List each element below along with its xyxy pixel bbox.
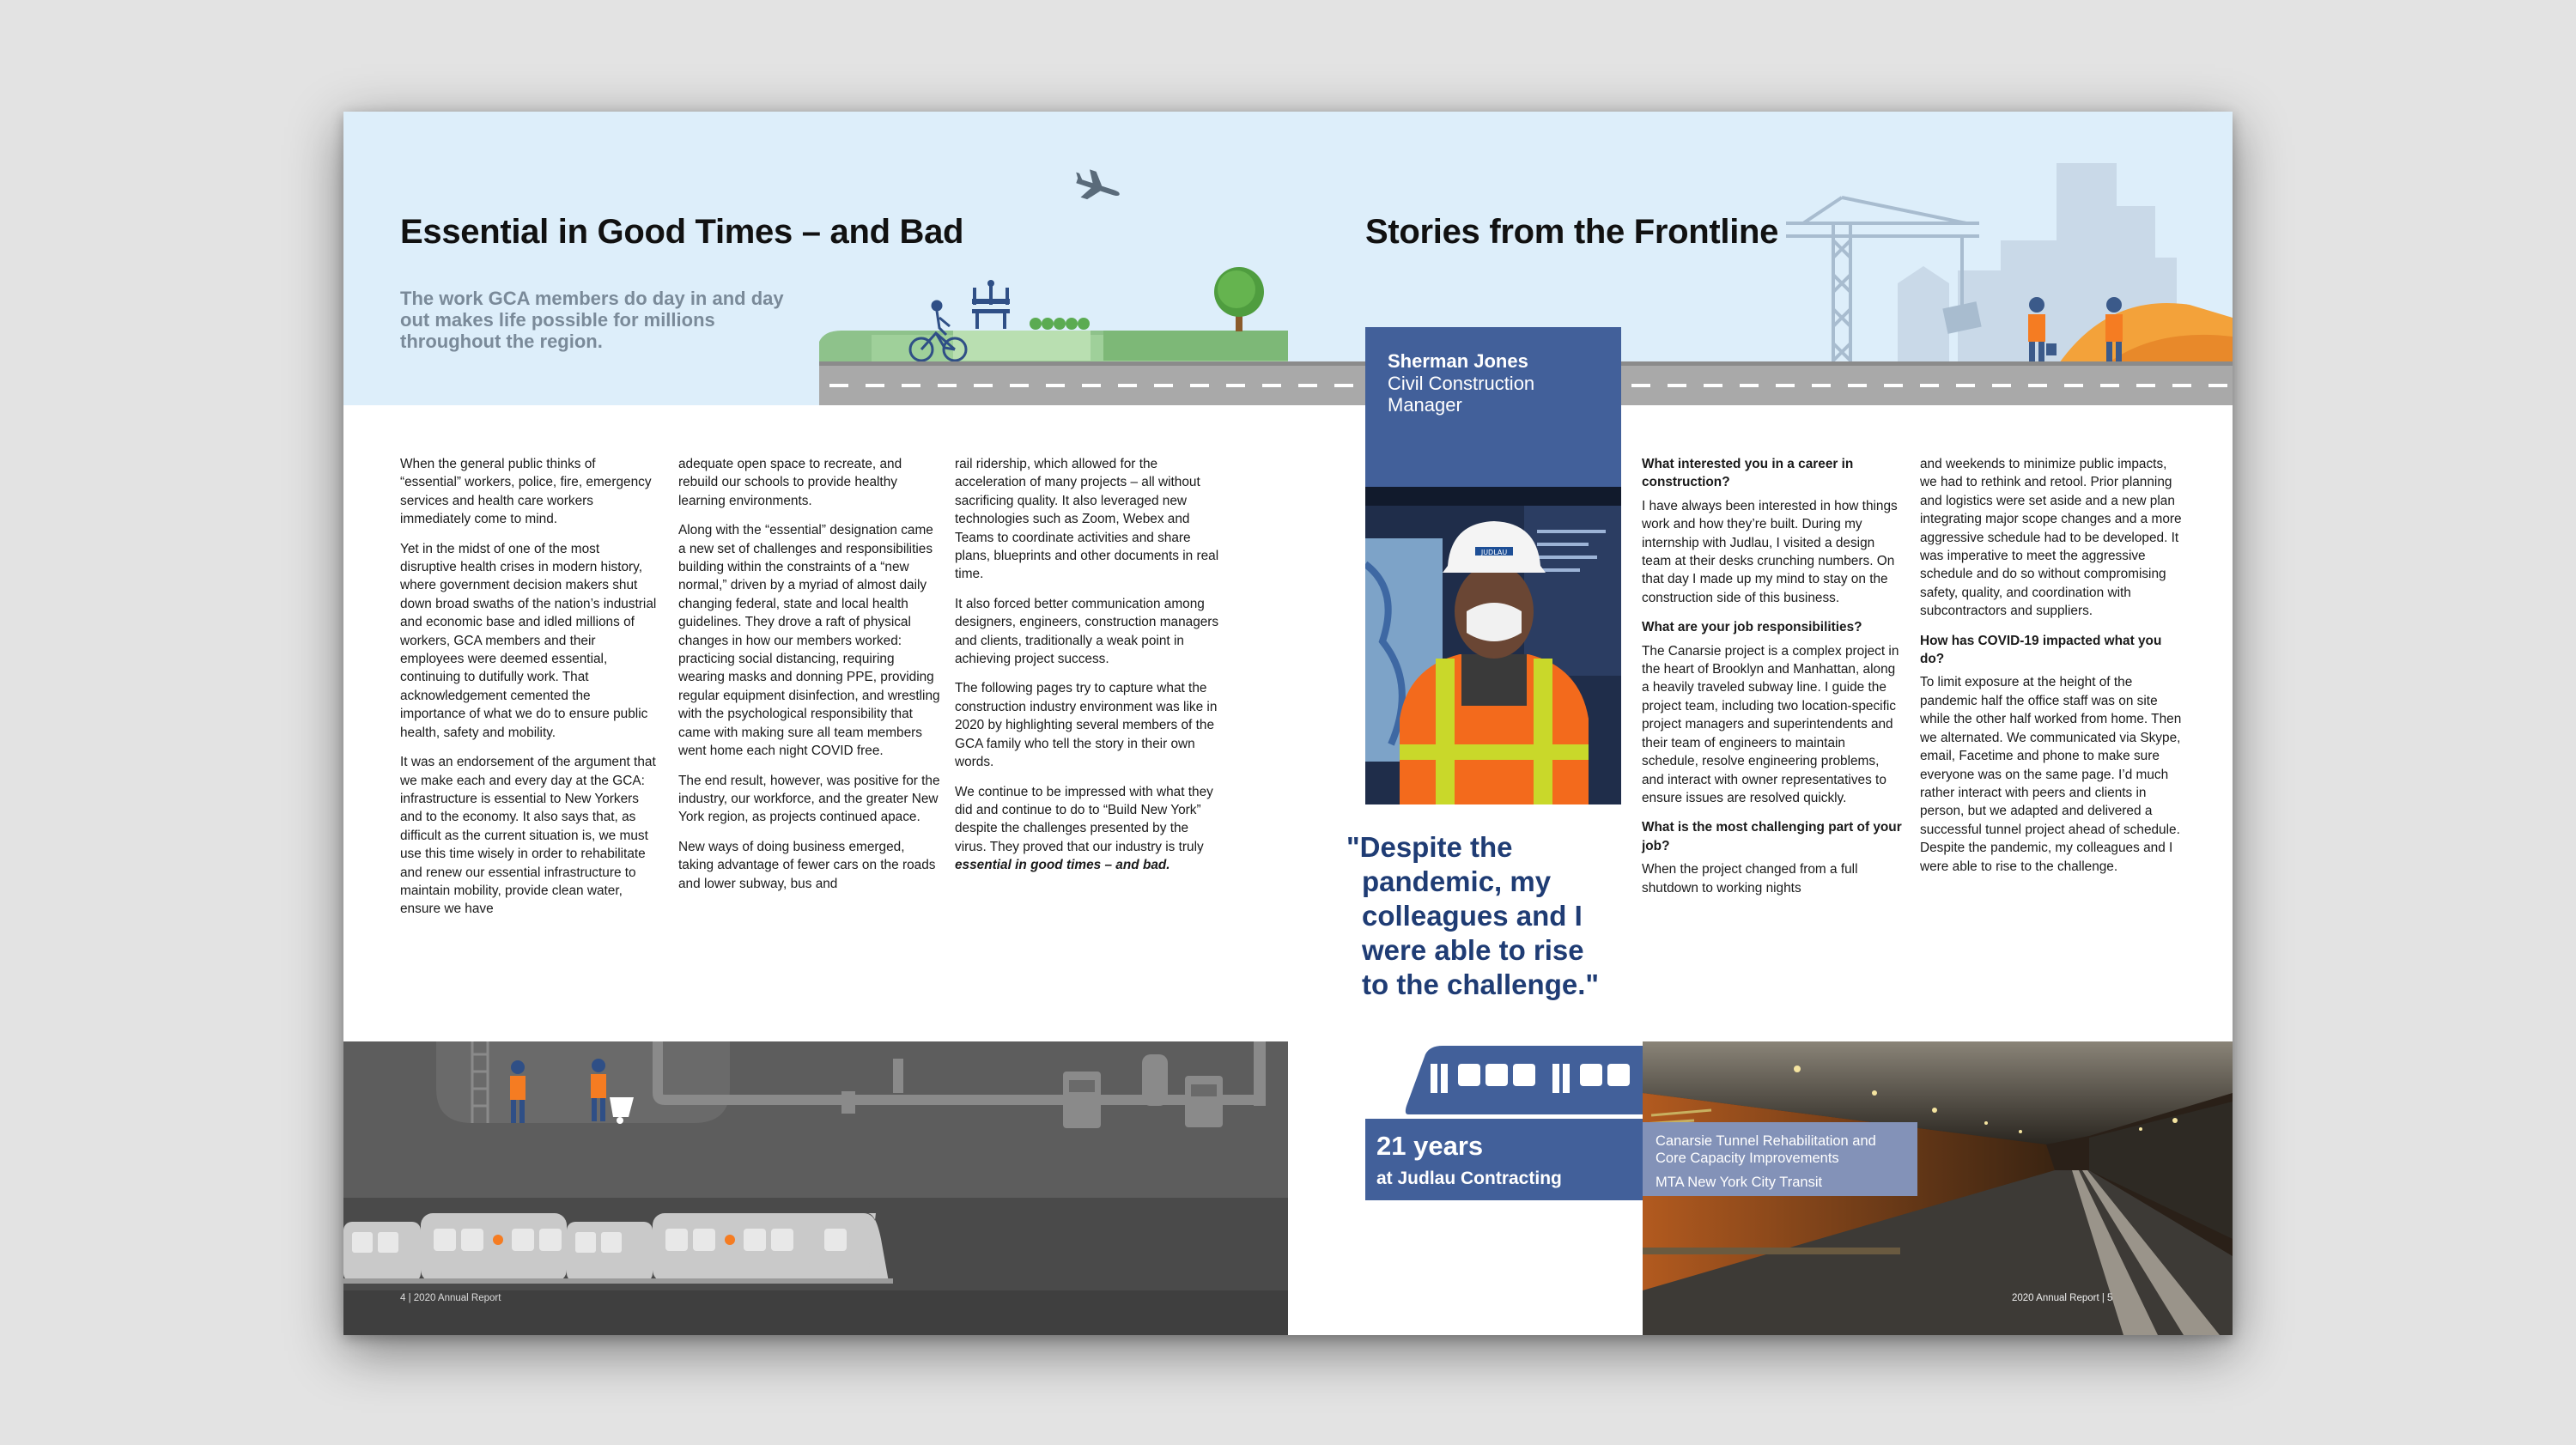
quote-line: colleagues and I (1362, 900, 1583, 932)
interview-answer: and weekends to minimize public impacts, we had to rethink and retool. Prior planning and logistics were set aside and a new plan integrating major scope changes and a more aggressive schedule had to be developed. It was imperative to meet the aggressive schedule and do so without compromising safety, quality, and coordination with subcontractors and suppliers. (1920, 457, 2182, 619)
paragraph: The following pages try to capture what the construction industry environment was like in 2020 by highlighting several members of the GCA family who tell the story in their own words. (955, 681, 1218, 770)
interview-question: What interested you in a career in construction? (1642, 457, 1854, 490)
person-job-title: Civil Construction Manager (1388, 373, 1535, 416)
park-bench (972, 280, 1010, 329)
left-page-footer: 4 | 2020 Annual Report (400, 1293, 501, 1303)
person-nameplate (1365, 327, 1621, 487)
tree (1214, 267, 1264, 331)
pull-quote (1346, 830, 1638, 1002)
left-column-3 (955, 455, 1221, 886)
paragraph-text: We continue to be impressed with what they did and continue to do to “Build New York” despite the challenges presented by the virus. They proved that our industry is truly (955, 784, 1213, 854)
magazine-spread (343, 112, 2233, 1335)
paragraph: It was an endorsement of the argument that we make each and every day at the GCA: infrastructure is essential to New Yorkers and to the economy. It also says that, as difficult as the current situation is, we must use this time wisely in order to rehabilitate and renew our essential infrastructure to maintain mobility, provide clean water, ensure we have (400, 755, 656, 917)
quote-line: were able to rise (1362, 934, 1584, 966)
helmet-logo-text: JUDLAU (1480, 549, 1508, 556)
right-column-1 (1642, 455, 1904, 908)
paragraph (955, 783, 1221, 875)
paragraph: When the general public thinks of “essential” workers, police, fire, emergency services and health care workers immediately come to mind. (400, 457, 652, 527)
interview-answer: When the project changed from a full shutdown to working nights (1642, 862, 1858, 896)
interview-answer: I have always been interested in how things work and how they’re built. During my internship with Judlau, I visited a design team at their desks crunching numbers. On that day I made up my mind to stay on the construction side of this business. (1642, 498, 1898, 605)
years-badge (1365, 1119, 1643, 1200)
paragraph: adequate open space to recreate, and rebuild our schools to provide healthy learning environments. (678, 457, 902, 508)
project-owner: MTA New York City Transit (1656, 1175, 1823, 1190)
interview-answer: To limit exposure at the height of the pandemic half the office staff was on site while the other half worked from home. Then we alternated. We communicated via Skype, email, Facetime and phone to make sure everyone was on the same page. I’d much rather interact with peers and clients in person, but we adapted and delivered a successful tunnel project ahead of schedule. Despite the pandemic, my colleagues and I were able to rise to the challenge. (1920, 675, 2182, 874)
paragraph: Along with the “essential” designation came a new set of challenges and responsibilities building within the constraints of a “new normal,” driven by a myriad of almost daily changing federal, state and local health guidelines. They drove a raft of physical changes in how our members worked: practicing social distancing, requiring wearing masks and donning PPE, providing regular equipment disinfection, and wrestling with the psychological responsibility that came with making sure all team members went home each night COVID free. (678, 523, 940, 759)
portrait-illustration (1365, 487, 1621, 804)
left-page-subhead: The work GCA members do day in and day out makes life possible for millions throughout the region. (400, 288, 784, 352)
interview-question: What is the most challenging part of your job? (1642, 820, 1902, 853)
underground-illustration (343, 1041, 1288, 1335)
paragraph: The end result, however, was positive for the industry, our workforce, and the greater New York region, as projects continued apace. (678, 773, 940, 825)
left-column-1 (400, 455, 658, 930)
quote-line: "Despite the (1346, 831, 1513, 863)
right-page-footer: 2020 Annual Report | 5 (2012, 1293, 2113, 1303)
construction-crane (1786, 197, 1979, 373)
interview-answer: The Canarsie project is a complex project in the heart of Brooklyn and Manhattan, along a heavily traveled subway line. I guide the project team, including two location-specific project managers and superintendents and their team of engineers to maintain schedule, resolve engineering problems, and interact with owner representatives to ensure issues are resolved quickly. (1642, 643, 1899, 805)
quote-line: to the challenge." (1362, 968, 1600, 1000)
train-icon (1400, 1041, 1643, 1119)
paragraph: rail ridership, which allowed for the acceleration of many projects – all without sacrificing quality. It also leveraged new technologies such as Zoom, Webex and Teams to coordinate activities and share plans, blueprints and other documents in real time. (955, 457, 1219, 582)
quote-line: pandemic, my (1362, 865, 1552, 897)
airplane-icon (1069, 166, 1124, 209)
person-name: Sherman Jones (1388, 350, 1528, 372)
paragraph: It also forced better communication among designers, engineers, construction managers and clients, traditionally a weak point in achieving project success. (955, 596, 1219, 667)
right-page-title: Stories from the Frontline (1365, 213, 1779, 251)
left-column-2 (678, 455, 941, 904)
left-page-title: Essential in Good Times – and Bad (400, 213, 964, 251)
portrait-photo (1365, 487, 1621, 804)
years-count: 21 years (1376, 1131, 1484, 1161)
interview-question: What are your job responsibilities? (1642, 620, 1862, 635)
project-label (1643, 1122, 1917, 1196)
paragraph: New ways of doing business emerged, taking advantage of fewer cars on the roads and lower subway, bus and (678, 839, 936, 891)
bushes (1030, 318, 1090, 330)
years-company: at Judlau Contracting (1376, 1169, 1562, 1188)
header-illustration (343, 112, 2233, 405)
subway-utilities-graphic (343, 1041, 1288, 1335)
interview-question: How has COVID-19 impacted what you do? (1920, 633, 2162, 667)
right-column-2 (1920, 455, 2182, 887)
project-name: Canarsie Tunnel Rehabilitation and Core Capacity Improvements (1656, 1133, 1876, 1166)
emphasis-text: essential in good times – and bad. (955, 858, 1170, 873)
paragraph: Yet in the midst of one of the most disruptive health crises in modern history, where government decision makers shut down broad swaths of the nation’s industrial and economic base and idled millions of workers, GCA members and their employees were deemed essential, continuing to dutifully work. That acknowledgement cemented the importance of what we do to ensure public health, safety and mobility. (400, 541, 657, 740)
